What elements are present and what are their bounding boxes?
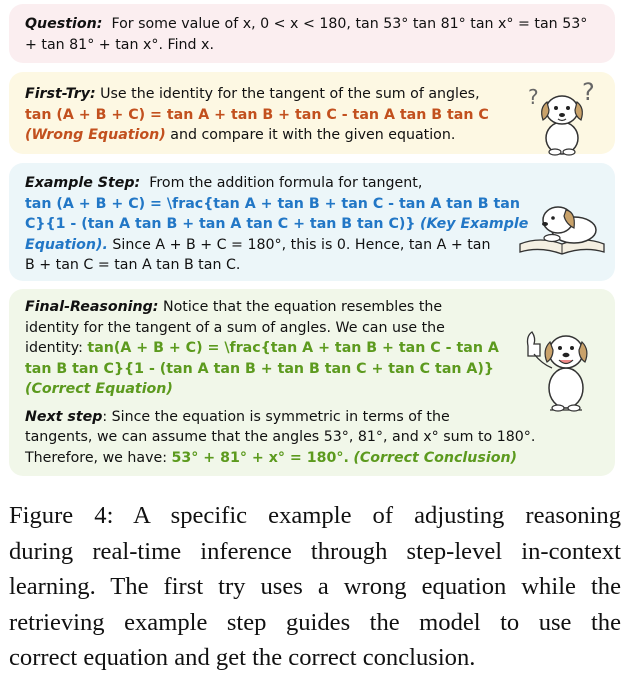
wrong-equation-tag: (Wrong Equation)	[25, 127, 166, 143]
next-text-1: : Since the equation is symmetric in terms of the	[102, 408, 450, 425]
key-example-tag-2: Equation).	[25, 236, 108, 253]
example-text-2: Since A + B + C = 180°, this is 0. Hence, tan A + tan	[112, 236, 491, 253]
example-step-label: Example Step:	[25, 175, 141, 191]
next-line-1	[25, 407, 601, 428]
figure-caption	[9, 498, 621, 676]
question-text-2: + tan 81° + tan x°. Find x.	[25, 36, 214, 53]
final-text-1: Notice that the equation resembles the	[163, 299, 443, 315]
correct-conclusion-tag: (Correct Conclusion)	[353, 449, 518, 466]
confused-dog-illustration	[522, 78, 602, 158]
question-label: Question:	[25, 16, 103, 32]
example-line-3	[25, 214, 601, 235]
first-try-text-2: and compare it with the given equation.	[170, 127, 456, 143]
question-text-1: For some value of x, 0 < x < 180, tan 53° tan 81° tan x° = tan 53°	[111, 16, 588, 32]
next-text-3: Therefore, we have:	[25, 449, 168, 466]
question-line-1	[25, 14, 601, 35]
first-try-equation: tan (A + B + C) = tan A + tan B + tan C - tan A tan B tan C	[25, 106, 489, 123]
final-equation-2: tan B tan C}{1 - (tan A tan B + tan B tan C + tan C tan A)}	[25, 360, 494, 377]
first-try-line-1	[25, 84, 601, 105]
conclusion-equation: 53° + 81° + x° = 180°.	[171, 449, 349, 466]
example-line-4	[25, 235, 601, 256]
thumbs-up-dog-illustration	[520, 318, 600, 418]
caption-line-1: Figure 4: A specific example of adjusting reasoning	[9, 502, 621, 529]
caption-line-2: during real-time inference through step-level in-context	[9, 537, 621, 565]
final-text-2: identity for the tangent of a sum of angles. We can use the	[25, 319, 445, 336]
first-try-label: First-Try:	[25, 86, 96, 102]
final-line-1	[25, 297, 601, 318]
final-reasoning-label: Final-Reasoning:	[25, 299, 159, 315]
caption-line-4: retrieving example step guides the model to use the	[9, 608, 621, 636]
example-equation-2: C}{1 - (tan A tan B + tan A tan C + tan B tan C)}	[25, 216, 416, 232]
next-step-label: Next step	[25, 408, 103, 425]
key-example-tag-1: (Key Example	[419, 216, 529, 232]
thumbs-up-icon	[528, 332, 541, 356]
example-equation-1: tan (A + B + C) = \frac{tan A + tan B + tan C - tan A tan B tan	[25, 195, 520, 212]
final-text-3: identity:	[25, 340, 83, 356]
final-line-3	[25, 338, 601, 359]
first-try-line-3	[25, 125, 601, 146]
correct-equation-tag: (Correct Equation)	[25, 381, 173, 397]
example-line-1	[25, 173, 601, 194]
question-mark-icon-left: ?	[528, 85, 539, 109]
question-mark-icon-right: ?	[582, 78, 595, 106]
example-text-1: From the addition formula for tangent,	[149, 175, 423, 191]
question-box	[9, 4, 615, 63]
first-try-text-1: Use the identity for the tangent of the sum of angles,	[100, 86, 480, 102]
next-line-3	[25, 448, 601, 469]
next-text-2: tangents, we can assume that the angles 53°, 81°, and x° sum to 180°.	[25, 429, 536, 445]
caption-line-3: learning. The first try uses a wrong equation while the	[9, 573, 621, 600]
final-equation-1: tan(A + B + C) = \frac{tan A + tan B + tan C - tan A	[87, 340, 499, 356]
reading-dog-illustration	[516, 186, 606, 258]
example-text-3: B + tan C = tan A tan B tan C.	[25, 257, 241, 273]
caption-line-5: correct equation and get the correct conclusion.	[9, 644, 476, 671]
